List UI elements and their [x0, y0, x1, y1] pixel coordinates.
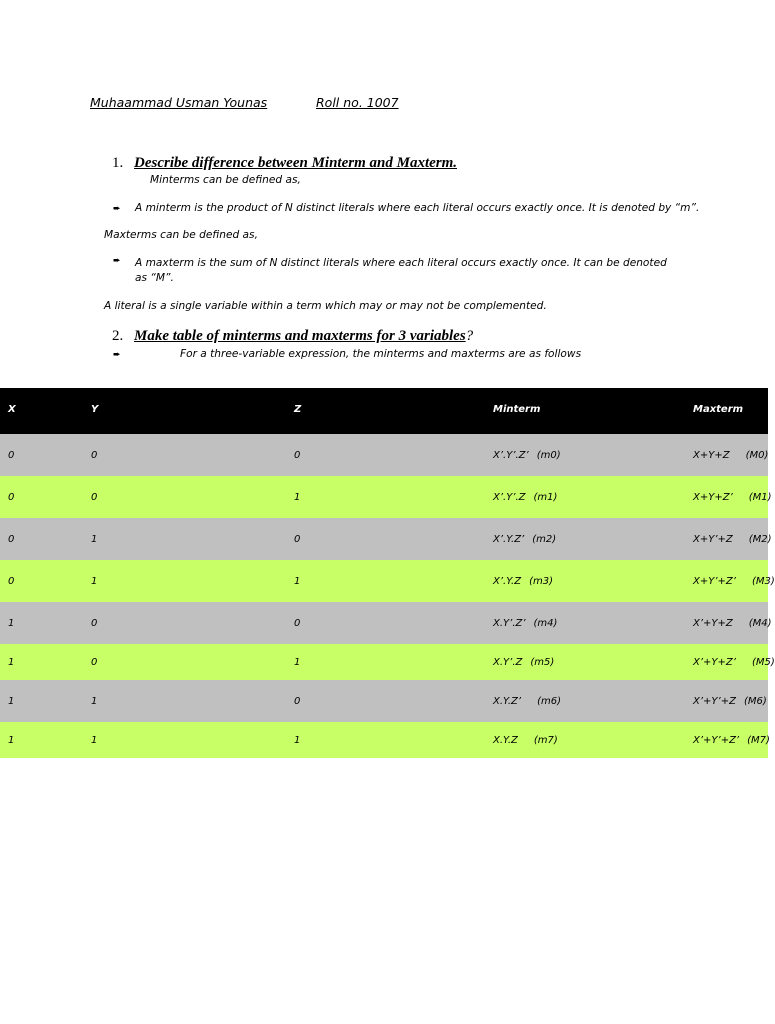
table-row: 1 0 0 X.Y’.Z’ (m4) X’+Y+Z (M4): [0, 602, 768, 644]
maxterm-definition: ➨ A maxterm is the sum of N distinct literals where each literal occurs exactly once. It can be denoted as “M”.: [113, 256, 667, 284]
minterm-intro: Minterms can be defined as,: [150, 174, 301, 186]
table-intro: ➨ For a three-variable expression, the minterms and maxterms are as follows: [113, 348, 582, 360]
table-row: 0 0 0 X’.Y’.Z’ (m0) X+Y+Z (M0): [0, 434, 768, 476]
literal-definition: A literal is a single variable within a term which may or may not be complemented.: [104, 300, 547, 312]
arrow-bullet-icon: ➨: [113, 204, 121, 214]
roll-number: Roll no. 1007: [316, 95, 399, 110]
question-1-title: Describe difference between Minterm and Maxterm.: [134, 155, 458, 171]
arrow-bullet-icon: ➨: [113, 350, 121, 360]
minterm-maxterm-table: [0, 388, 775, 758]
table-row: 0 1 1 X’.Y.Z (m3) X+Y’+Z’ (M3): [0, 560, 768, 602]
author-header: [90, 95, 399, 110]
table-row: 1 1 1 X.Y.Z (m7) X’+Y’+Z’ (M7): [0, 722, 768, 758]
table-header-row: [0, 388, 768, 434]
question-2-heading: 2. Make table of minterms and maxterms for 3 variables?: [112, 328, 474, 344]
table-row: 0 1 0 X’.Y.Z’ (m2) X+Y’+Z (M2): [0, 518, 768, 560]
question-1-number: 1.: [112, 155, 124, 171]
question-2-number: 2.: [112, 328, 124, 344]
table-row: 0 0 1 X’.Y’.Z (m1) X+Y+Z’ (M1): [0, 476, 768, 518]
maxterm-intro: Maxterms can be defined as,: [104, 229, 258, 241]
table-row: 1 1 0 X.Y.Z’ (m6) X’+Y’+Z (M6): [0, 680, 768, 722]
table-row: 1 0 1 X.Y’.Z (m5) X’+Y+Z’ (M5): [0, 644, 768, 680]
arrow-bullet-icon: ➨: [113, 256, 121, 266]
header-minterm: Minterm: [485, 388, 685, 434]
question-2-title: Make table of minterms and maxterms for 3 variables: [134, 328, 466, 344]
header-y: Y: [83, 388, 286, 434]
question-1-heading: [112, 155, 457, 172]
header-z: Z: [286, 388, 485, 434]
author-name: Muhaammad Usman Younas: [90, 95, 268, 110]
header-maxterm: Maxterm: [685, 388, 768, 434]
header-x: X: [0, 388, 83, 434]
minterm-definition: ➨ A minterm is the product of N distinct literals where each literal occurs exactly once. It is denoted by “m”.: [113, 202, 700, 214]
